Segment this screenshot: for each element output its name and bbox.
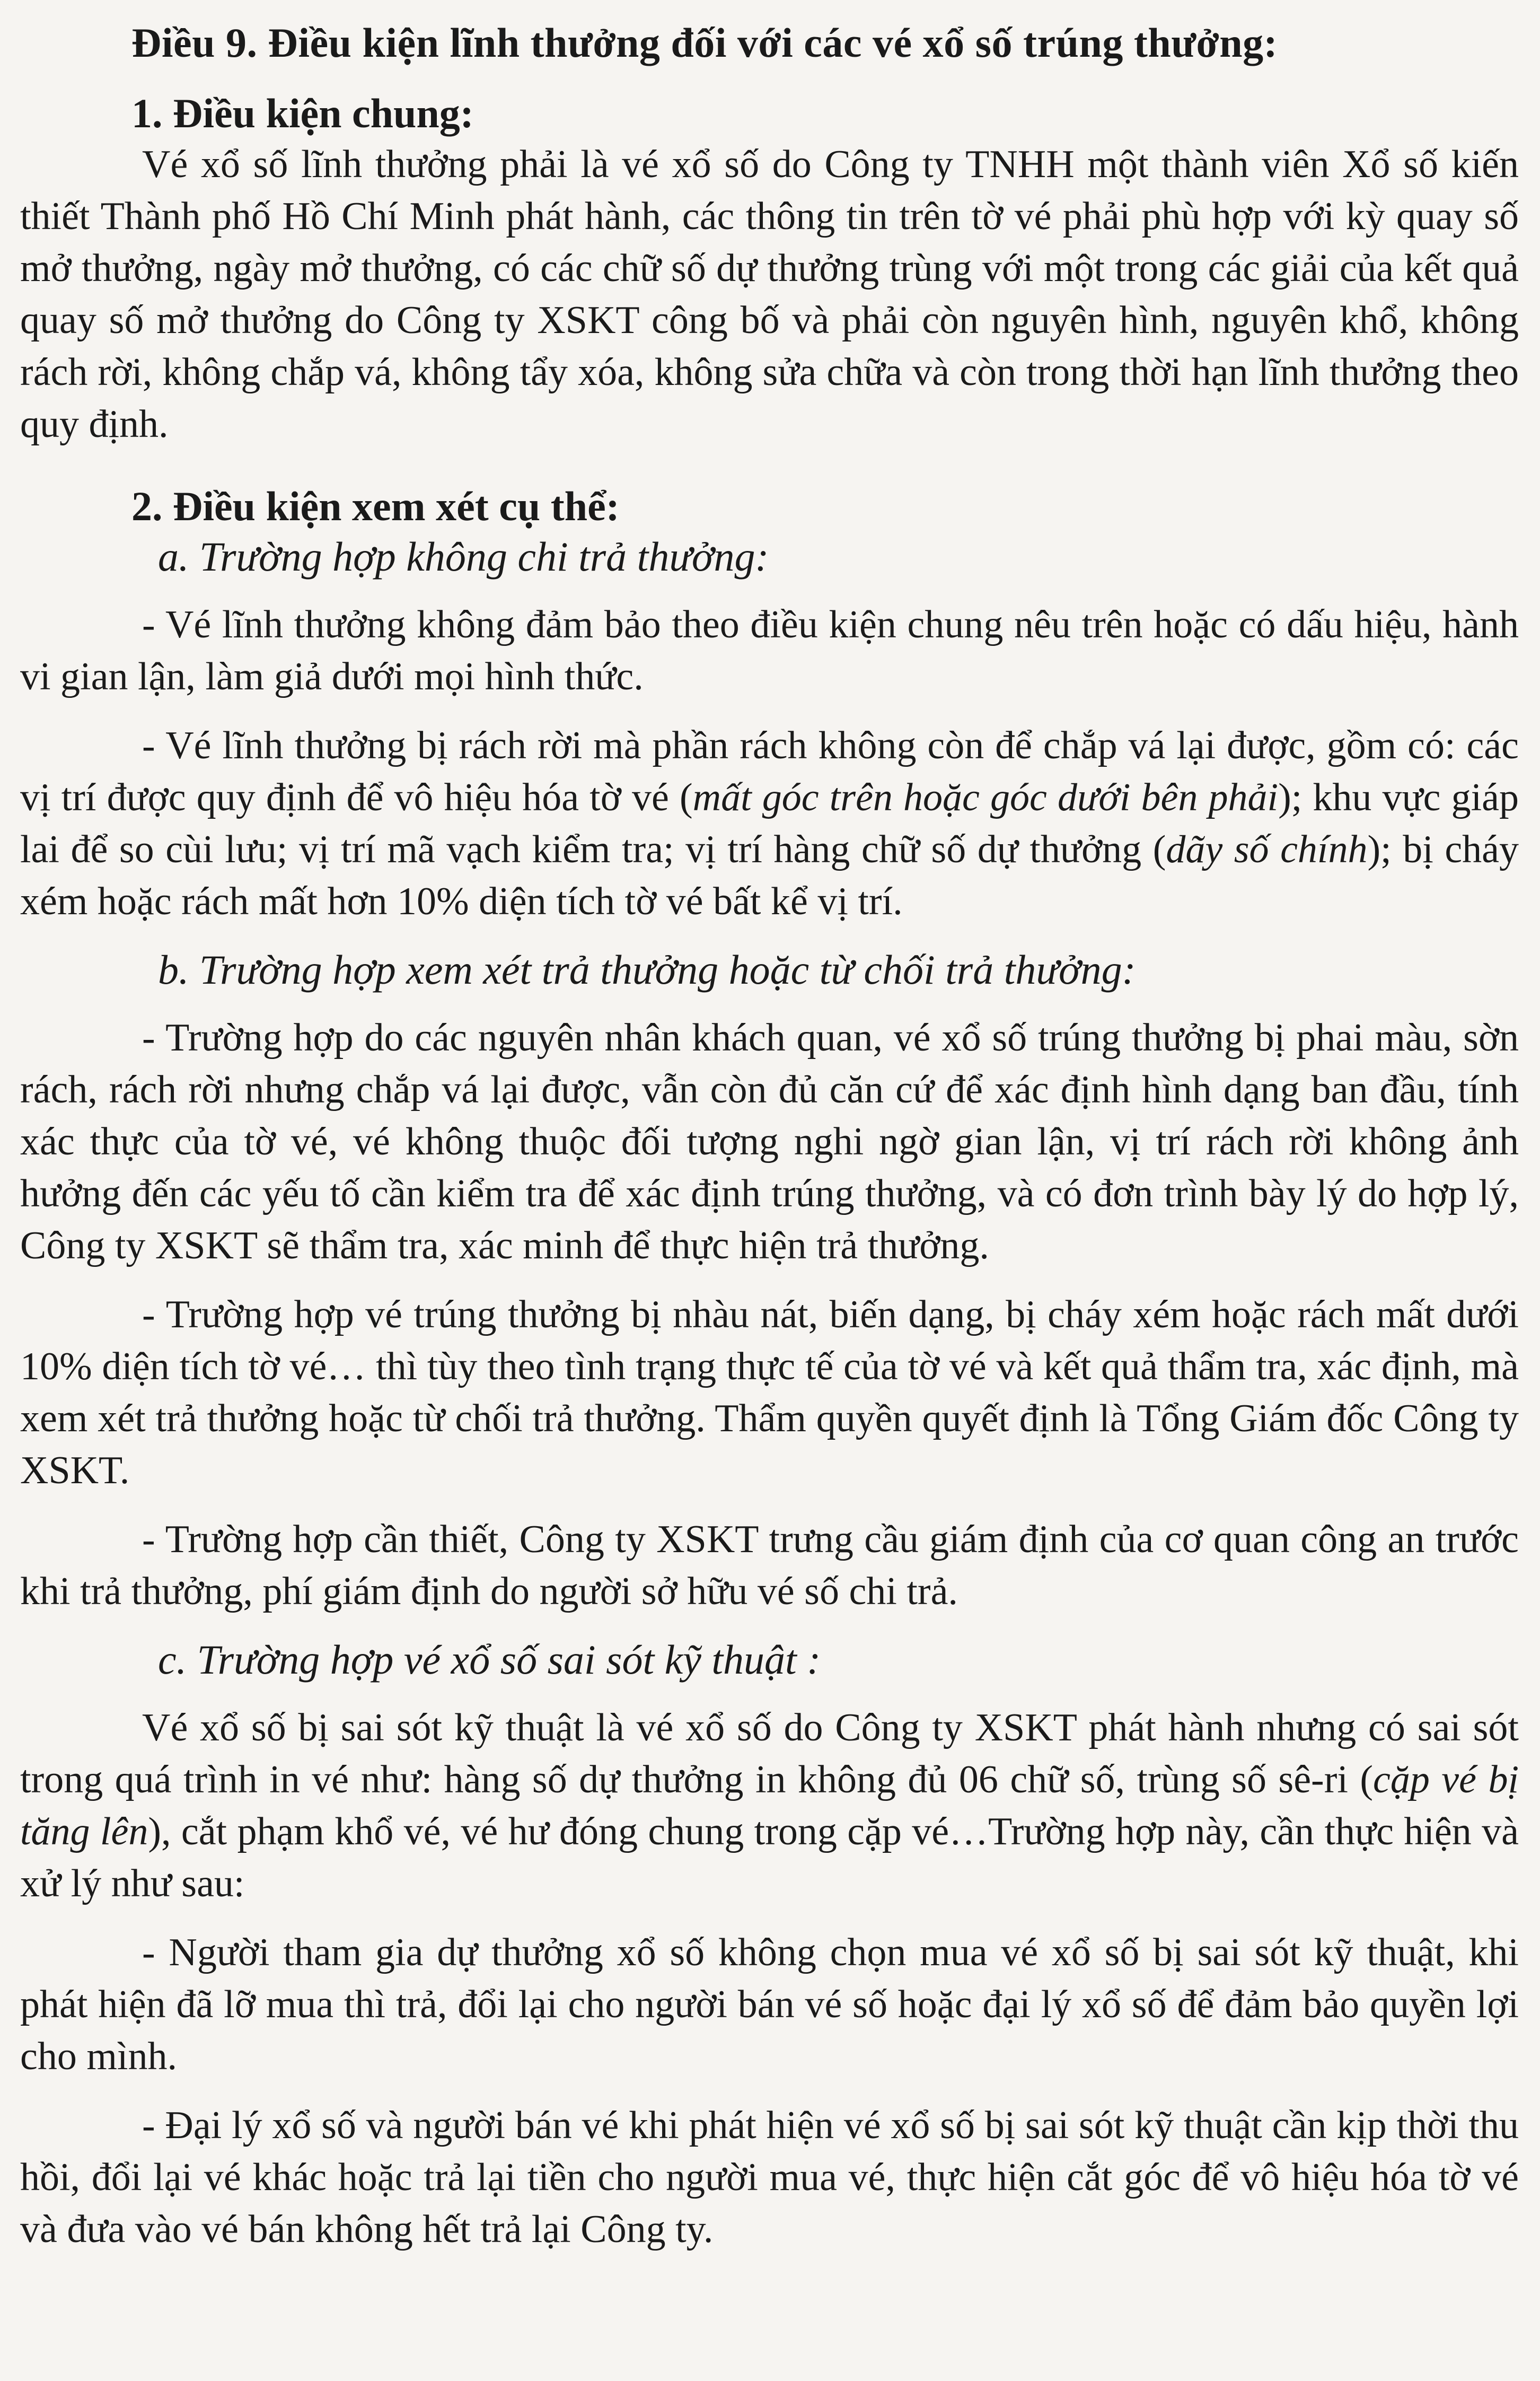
article-title: Điều 9. Điều kiện lĩnh thưởng đối với các vé xổ số trúng thưởng: xyxy=(131,20,1278,66)
section-2a-paragraph-1: - Vé lĩnh thưởng không đảm bảo theo điều kiện chung nêu trên hoặc có dấu hiệu, hành vi gian lận, làm giả dưới mọi hình thức. xyxy=(20,603,1519,699)
italic-run: mất góc trên hoặc góc dưới bên phải xyxy=(692,776,1279,820)
section-1-heading: 1. Điều kiện chung: xyxy=(131,90,474,136)
text-run: ), cắt phạm khổ vé, vé hư đóng chung trong cặp vé…Trường hợp này, cần thực hiện và xử lý như sau: xyxy=(20,1810,1519,1906)
section-2-heading: 2. Điều kiện xem xét cụ thể: xyxy=(131,483,620,529)
text-run: Vé xổ số bị sai sót kỹ thuật là vé xổ số do Công ty XSKT phát hành nhưng có sai sót trong quá trình in vé như: hàng số dự thưởng in không đủ 06 chữ số, trùng số sê-ri ( xyxy=(20,1706,1519,1802)
text-run: - Vé lĩnh thưởng bị rách rời mà phần rách không còn để chắp vá lại được, gồm có: các vị trí được quy định để vô hiệu hóa tờ vé ( xyxy=(20,724,1519,820)
text-run: ); bị cháy xém hoặc rách mất hơn 10% diện tích tờ vé bất kể vị trí. xyxy=(20,828,1519,924)
text-run: ); khu vực giáp lai để so cùi lưu; vị trí mã vạch kiểm tra; vị trí hàng chữ số dự thưởng ( xyxy=(20,776,1519,872)
section-2b-paragraph-3: - Trường hợp cần thiết, Công ty XSKT trưng cầu giám định của cơ quan công an trước khi trả thưởng, phí giám định do người sở hữu vé số chi trả. xyxy=(20,1518,1519,1614)
section-2b-paragraph-1: - Trường hợp do các nguyên nhân khách quan, vé xổ số trúng thưởng bị phai màu, sờn rách, rách rời nhưng chắp vá lại được, vẫn còn đủ căn cứ để xác định hình dạng ban đầu, tính xác thực của tờ vé, vé không thuộc đối tượng nghi ngờ gian lận, vị trí rách rời không ảnh hưởng đến các yếu tố cần kiểm tra để xác định trúng thưởng, và có đơn trình bày lý do hợp lý, Công ty XSKT sẽ thẩm tra, xác minh để thực hiện trả thưởng. xyxy=(20,1016,1519,1268)
section-2c-paragraph-3: - Đại lý xổ số và người bán vé khi phát hiện vé xổ số bị sai sót kỹ thuật cần kịp thời thu hồi, đổi lại vé khác hoặc trả lại tiền cho người mua vé, thực hiện cắt góc để vô hiệu hóa tờ vé và đưa vào vé bán không hết trả lại Công ty. xyxy=(20,2104,1519,2252)
italic-run: dãy số chính xyxy=(1166,828,1368,872)
section-2b-heading: b. Trường hợp xem xét trả thưởng hoặc từ chối trả thưởng: xyxy=(158,947,1136,993)
section-1-paragraph: Vé xổ số lĩnh thưởng phải là vé xổ số do Công ty TNHH một thành viên Xổ số kiến thiết Thành phố Hồ Chí Minh phát hành, các thông tin trên tờ vé phải phù hợp với kỳ quay số mở thưởng, ngày mở thưởng, có các chữ số dự thưởng trùng với một trong các giải của kết quả quay số mở thưởng do Công ty XSKT công bố và phải còn nguyên hình, nguyên khổ, không rách rời, không chắp vá, không tẩy xóa, không sửa chữa và còn trong thời hạn lĩnh thưởng theo quy định. xyxy=(20,142,1519,446)
section-2c-paragraph-1 xyxy=(20,1702,1519,1910)
section-2c-heading: c. Trường hợp vé xổ số sai sót kỹ thuật : xyxy=(158,1636,821,1683)
italic-run: cặp vé bị tăng lên xyxy=(20,1758,1519,1854)
section-2b-paragraph-2: - Trường hợp vé trúng thưởng bị nhàu nát, biến dạng, bị cháy xém hoặc rách mất dưới 10% diện tích tờ vé… thì tùy theo tình trạng thực tế của tờ vé và kết quả thẩm tra, xác định, mà xem xét trả thưởng hoặc từ chối trả thưởng. Thẩm quyền quyết định là Tổng Giám đốc Công ty XSKT. xyxy=(20,1293,1519,1493)
section-2c-paragraph-2: - Người tham gia dự thưởng xổ số không chọn mua vé xổ số bị sai sót kỹ thuật, khi phát hiện đã lỡ mua thì trả, đổi lại cho người bán vé số hoặc đại lý xổ số để đảm bảo quyền lợi cho mình. xyxy=(20,1931,1519,2079)
section-2a-heading: a. Trường hợp không chi trả thưởng: xyxy=(158,533,769,580)
section-2a-paragraph-2 xyxy=(20,720,1519,927)
